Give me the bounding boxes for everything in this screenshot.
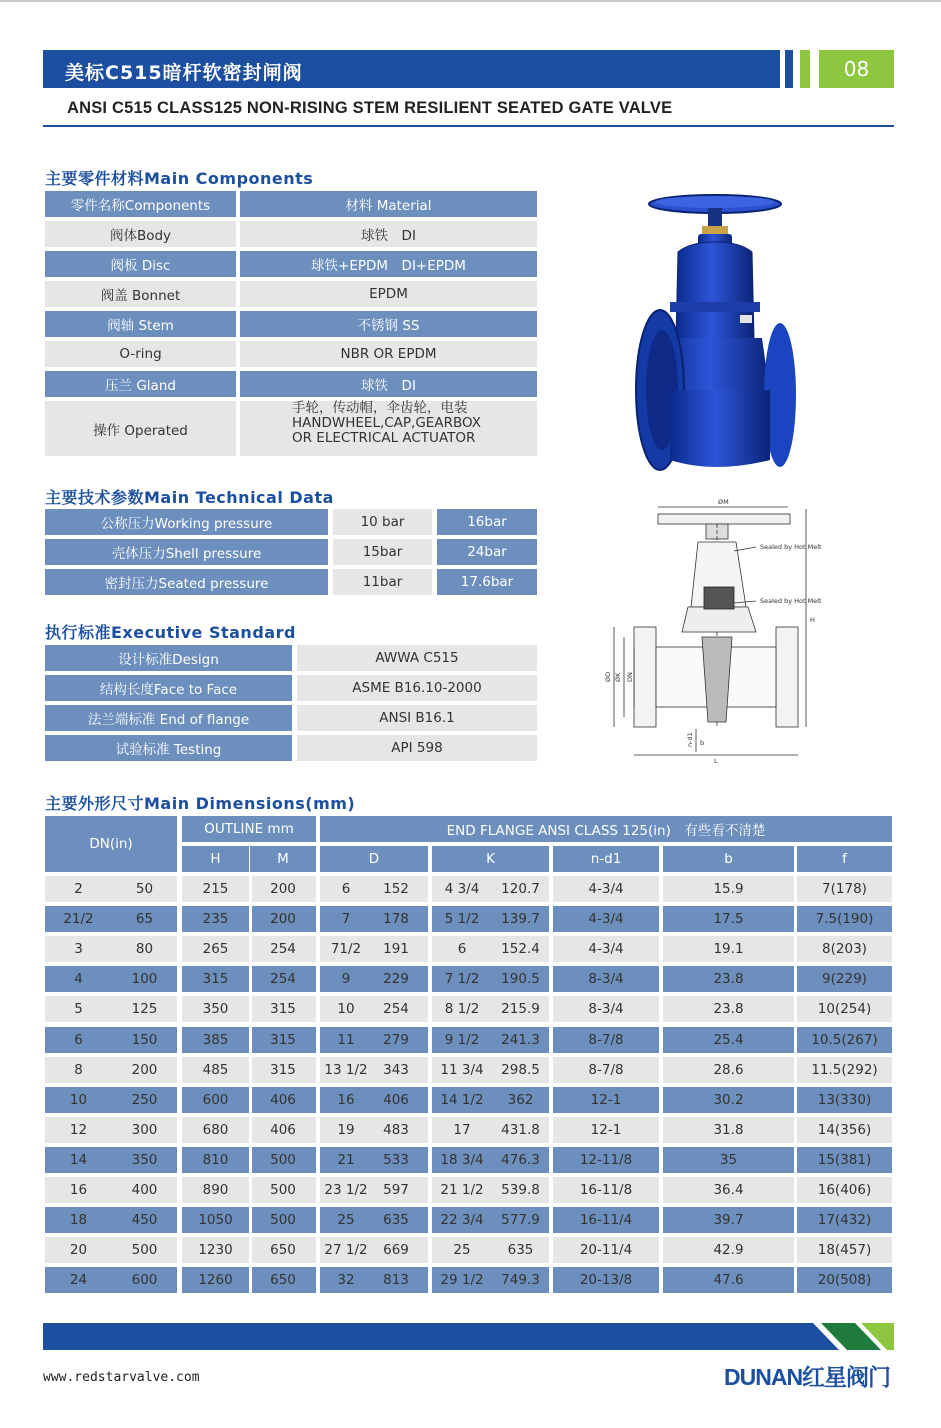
label-b: b: [700, 739, 705, 747]
operated-options: [240, 401, 537, 456]
table-cell: 50: [135, 881, 154, 897]
table-cell: 4-3/4: [588, 941, 624, 958]
component-material: 不锈钢 SS: [240, 311, 537, 337]
table-cell: 20: [69, 1242, 88, 1259]
footer-band: [43, 1323, 894, 1350]
table-cell: 21: [337, 1151, 355, 1168]
valve-photo: [630, 190, 800, 479]
table-cell: 20(508): [817, 1272, 872, 1289]
table-cell: 15.9: [713, 881, 744, 897]
table-cell: 16(406): [817, 1182, 872, 1198]
technical-value-high: 16bar: [437, 509, 537, 535]
component-name: O-ring: [45, 341, 236, 367]
label-k: ØK: [614, 672, 622, 682]
table-cell: 431.8: [501, 1121, 540, 1138]
table-cell: 315: [270, 1061, 296, 1078]
table-cell: 350: [202, 1001, 229, 1018]
table-cell: 16: [69, 1182, 88, 1198]
table-cell: 47.6: [713, 1272, 744, 1289]
outline-header: OUTLINE mm: [182, 816, 316, 842]
table-cell: 14: [69, 1151, 88, 1168]
table-cell: 597: [383, 1182, 409, 1198]
table-cell: 5: [74, 1001, 83, 1018]
operated-line: 手轮，传动帽，伞齿轮，电装: [292, 400, 468, 416]
component-material: EPDM: [240, 281, 537, 307]
table-cell: 200: [131, 1061, 158, 1078]
table-cell: 30.2: [713, 1091, 744, 1108]
table-cell: 19.1: [713, 941, 744, 958]
website-url[interactable]: www.redstarvalve.com: [43, 1370, 200, 1385]
table-cell: 229: [383, 971, 409, 988]
label-l: L: [714, 757, 718, 765]
label-nd1: n-d1: [686, 732, 694, 747]
valve-drawing: [606, 497, 826, 771]
table-cell: 10(254): [817, 1001, 872, 1018]
table-cell: 19: [337, 1121, 355, 1138]
technical-label: 壳体压力Shell pressure: [45, 539, 328, 565]
table-cell: 35: [719, 1151, 738, 1168]
table-cell: 12: [69, 1121, 88, 1138]
table-cell: 11: [337, 1031, 355, 1048]
table-cell: 450: [131, 1212, 158, 1229]
page-title: 美标C515暗杆软密封闸阀: [65, 62, 303, 84]
table-cell: 20-13/8: [579, 1272, 633, 1289]
standard-label: 设计标准Design: [45, 645, 292, 671]
table-cell: 7: [341, 911, 351, 928]
label-dn: DN: [626, 672, 634, 682]
table-cell: 406: [270, 1121, 296, 1138]
standard-value: ASME B16.10-2000: [297, 675, 537, 701]
component-name: 压兰 Gland: [45, 371, 236, 397]
table-cell: 749.3: [501, 1272, 540, 1289]
column-header: K: [432, 846, 549, 872]
table-cell: 298.5: [501, 1061, 540, 1078]
table-cell: 12-1: [590, 1091, 622, 1108]
table-cell: 8-7/8: [588, 1031, 624, 1048]
table-cell: 15(381): [817, 1151, 872, 1168]
table-cell: 10.5(267): [811, 1031, 878, 1048]
table-cell: 16-11/4: [579, 1212, 633, 1229]
table-cell: 9(229): [822, 971, 867, 988]
table-cell: 350: [131, 1151, 158, 1168]
dimensions-section-title: 主要外形尺寸Main Dimensions(mm): [45, 794, 356, 813]
table-cell: 215: [202, 881, 229, 897]
drawing-note-2: Sealed by Hot Melt: [760, 597, 822, 605]
brand-logo: [724, 1364, 896, 1394]
table-cell: 362: [507, 1091, 534, 1108]
title-bar: [43, 50, 780, 88]
table-cell: 25.4: [713, 1031, 744, 1048]
table-cell: 539.8: [501, 1182, 540, 1198]
table-cell: 139.7: [501, 911, 540, 928]
standard-value: ANSI B16.1: [297, 705, 537, 731]
table-cell: 32: [337, 1272, 355, 1289]
flange-header: END FLANGE ANSI CLASS 125(in) 有些看不清楚: [320, 816, 892, 842]
table-cell: 191: [383, 941, 409, 958]
table-cell: 254: [270, 971, 296, 988]
table-cell: 1050: [198, 1212, 233, 1229]
table-cell: 24: [69, 1272, 88, 1289]
standard-value: API 598: [297, 735, 537, 761]
table-cell: 36.4: [713, 1182, 744, 1198]
table-cell: 10: [69, 1091, 88, 1108]
page-number: 08: [819, 50, 894, 88]
table-cell: 8: [74, 1061, 83, 1078]
component-material: 球铁 DI: [240, 371, 537, 397]
table-cell: 315: [202, 971, 229, 988]
column-header: M: [250, 846, 316, 872]
table-cell: 20-11/4: [579, 1242, 633, 1259]
standard-label: 结构长度Face to Face: [45, 675, 292, 701]
table-cell: 300: [131, 1121, 158, 1138]
table-cell: 600: [131, 1272, 158, 1289]
table-cell: 635: [507, 1242, 534, 1259]
technical-value-high: 17.6bar: [437, 569, 537, 595]
table-cell: 6: [341, 881, 351, 897]
table-cell: 265: [202, 941, 229, 958]
table-cell: 343: [383, 1061, 409, 1078]
table-cell: 810: [202, 1151, 229, 1168]
component-name: 阀盖 Bonnet: [45, 281, 236, 307]
table-cell: 8 1/2: [444, 1001, 480, 1018]
table-cell: 254: [383, 1001, 409, 1018]
technical-value-high: 24bar: [437, 539, 537, 565]
table-cell: 12-11/8: [579, 1151, 633, 1168]
table-cell: 385: [202, 1031, 229, 1048]
table-cell: 23.8: [713, 971, 744, 988]
label-dm: ØM: [718, 498, 729, 506]
components-header-name: 零件名称Components: [45, 191, 236, 217]
component-name: 阀轴 Stem: [45, 311, 236, 337]
component-material: 球铁 DI: [240, 221, 537, 247]
table-cell: 150: [131, 1031, 158, 1048]
table-cell: 7.5(190): [815, 911, 874, 928]
technical-value-low: 11bar: [333, 569, 432, 595]
table-cell: 23.8: [713, 1001, 744, 1018]
table-cell: 7(178): [822, 881, 867, 897]
table-cell: 21/2: [63, 911, 94, 928]
technical-label: 公称压力Working pressure: [45, 509, 328, 535]
table-cell: 120.7: [501, 881, 540, 897]
table-cell: 152.4: [501, 941, 540, 958]
standard-section-title: 执行标准Executive Standard: [45, 623, 296, 642]
table-cell: 500: [270, 1182, 296, 1198]
table-cell: 279: [383, 1031, 409, 1048]
table-cell: 13(330): [817, 1091, 872, 1108]
table-cell: 11.5(292): [811, 1061, 878, 1078]
table-cell: 9 1/2: [444, 1031, 480, 1048]
table-cell: 13 1/2: [324, 1061, 368, 1078]
table-cell: 650: [270, 1272, 296, 1289]
column-header: H: [182, 846, 249, 872]
table-cell: 16: [337, 1091, 355, 1108]
technical-section-title: 主要技术参数Main Technical Data: [45, 488, 334, 507]
page-subtitle: ANSI C515 CLASS125 NON-RISING STEM RESILIENT SEATED GATE VALVE: [67, 99, 673, 117]
table-cell: 17.5: [713, 911, 744, 928]
table-cell: 650: [270, 1242, 296, 1259]
table-cell: 25: [453, 1242, 471, 1259]
column-header: f: [797, 846, 892, 872]
table-cell: 14 1/2: [440, 1091, 484, 1108]
table-cell: 890: [202, 1182, 229, 1198]
technical-label: 密封压力Seated pressure: [45, 569, 328, 595]
standard-label: 法兰端标准 End of flange: [45, 705, 292, 731]
table-cell: 42.9: [713, 1242, 744, 1259]
table-cell: 215.9: [501, 1001, 540, 1018]
table-cell: 80: [135, 941, 154, 958]
column-header: D: [320, 846, 428, 872]
table-cell: 6: [457, 941, 467, 958]
table-cell: 12-1: [590, 1121, 622, 1138]
table-cell: 2: [74, 881, 83, 897]
component-name: 阀体Body: [45, 221, 236, 247]
table-cell: 476.3: [501, 1151, 540, 1168]
stripe-green: [800, 50, 810, 88]
table-cell: 241.3: [501, 1031, 540, 1048]
operated-line: OR ELECTRICAL ACTUATOR: [292, 430, 476, 446]
drawing-note-1: Sealed by Hot Melt: [760, 543, 822, 551]
table-cell: 500: [270, 1151, 296, 1168]
standard-label: 试验标准 Testing: [45, 735, 292, 761]
stripe-blue: [785, 50, 793, 88]
table-cell: 1230: [198, 1242, 233, 1259]
table-cell: 200: [270, 881, 296, 897]
table-cell: 29 1/2: [440, 1272, 484, 1289]
table-cell: 18 3/4: [440, 1151, 484, 1168]
components-section-title: 主要零件材料Main Components: [45, 169, 314, 188]
technical-value-low: 15bar: [333, 539, 432, 565]
table-cell: 31.8: [713, 1121, 744, 1138]
logo-text: DUNAN红星阀门: [724, 1364, 891, 1390]
table-cell: 71/2: [330, 941, 362, 958]
table-cell: 4-3/4: [588, 881, 624, 897]
table-cell: 315: [270, 1031, 296, 1048]
label-h: H: [810, 616, 815, 624]
column-header: n-d1: [553, 846, 659, 872]
table-cell: 200: [270, 911, 296, 928]
table-cell: 9: [341, 971, 351, 988]
table-cell: 680: [202, 1121, 229, 1138]
table-cell: 577.9: [501, 1212, 540, 1229]
table-cell: 5 1/2: [444, 911, 480, 928]
table-cell: 813: [383, 1272, 409, 1289]
table-cell: 400: [131, 1182, 158, 1198]
component-material: 球铁+EPDM DI+EPDM: [240, 251, 537, 277]
table-cell: 533: [383, 1151, 409, 1168]
table-cell: 22 3/4: [440, 1212, 484, 1229]
table-cell: 11 3/4: [440, 1061, 484, 1078]
table-cell: 4: [74, 971, 83, 988]
operated-line: HANDWHEEL,CAP,GEARBOX: [292, 415, 481, 431]
table-cell: 8(203): [822, 941, 867, 958]
table-cell: 250: [131, 1091, 158, 1108]
table-cell: 18(457): [817, 1242, 872, 1259]
table-cell: 4-3/4: [588, 911, 624, 928]
table-cell: 27 1/2: [324, 1242, 368, 1259]
table-cell: 16-11/8: [579, 1182, 633, 1198]
table-cell: 483: [383, 1121, 409, 1138]
table-cell: 3: [74, 941, 83, 958]
table-cell: 8-3/4: [588, 971, 624, 988]
top-border: [0, 0, 941, 2]
component-name: 操作 Operated: [45, 401, 236, 456]
column-header: b: [663, 846, 794, 872]
table-cell: 669: [383, 1242, 409, 1259]
table-cell: 190.5: [501, 971, 540, 988]
table-cell: 8-3/4: [588, 1001, 624, 1018]
table-cell: 14(356): [817, 1121, 872, 1138]
table-cell: 152: [383, 881, 409, 897]
table-cell: 406: [383, 1091, 409, 1108]
table-cell: 25: [337, 1212, 355, 1229]
table-cell: 254: [270, 941, 296, 958]
table-cell: 65: [135, 911, 154, 928]
table-cell: 406: [270, 1091, 296, 1108]
table-cell: 10: [337, 1001, 355, 1018]
table-cell: 500: [131, 1242, 158, 1259]
table-cell: 125: [131, 1001, 158, 1018]
table-cell: 635: [383, 1212, 409, 1229]
label-d: ØD: [604, 671, 612, 682]
table-cell: 600: [202, 1091, 229, 1108]
table-cell: 39.7: [713, 1212, 744, 1229]
table-cell: 500: [270, 1212, 296, 1229]
table-cell: 17(432): [817, 1212, 872, 1229]
table-cell: 23 1/2: [324, 1182, 368, 1198]
dn-header: DN(in): [45, 816, 177, 872]
table-cell: 315: [270, 1001, 296, 1018]
table-cell: 178: [383, 911, 409, 928]
technical-value-low: 10 bar: [333, 509, 432, 535]
component-material: NBR OR EPDM: [240, 341, 537, 367]
table-cell: 7 1/2: [444, 971, 480, 988]
table-cell: 1260: [198, 1272, 233, 1289]
table-cell: 4 3/4: [444, 881, 480, 897]
table-cell: 28.6: [713, 1061, 744, 1078]
components-header-material: 材料 Material: [240, 191, 537, 217]
component-name: 阀板 Disc: [45, 251, 236, 277]
table-cell: 18: [69, 1212, 88, 1229]
table-cell: 21 1/2: [440, 1182, 484, 1198]
standard-value: AWWA C515: [297, 645, 537, 671]
table-cell: 100: [131, 971, 158, 988]
table-cell: 235: [202, 911, 229, 928]
table-cell: 17: [453, 1121, 471, 1138]
table-cell: 6: [74, 1031, 83, 1048]
table-cell: 485: [202, 1061, 229, 1078]
header-rule: [43, 125, 894, 127]
table-cell: 8-7/8: [588, 1061, 624, 1078]
